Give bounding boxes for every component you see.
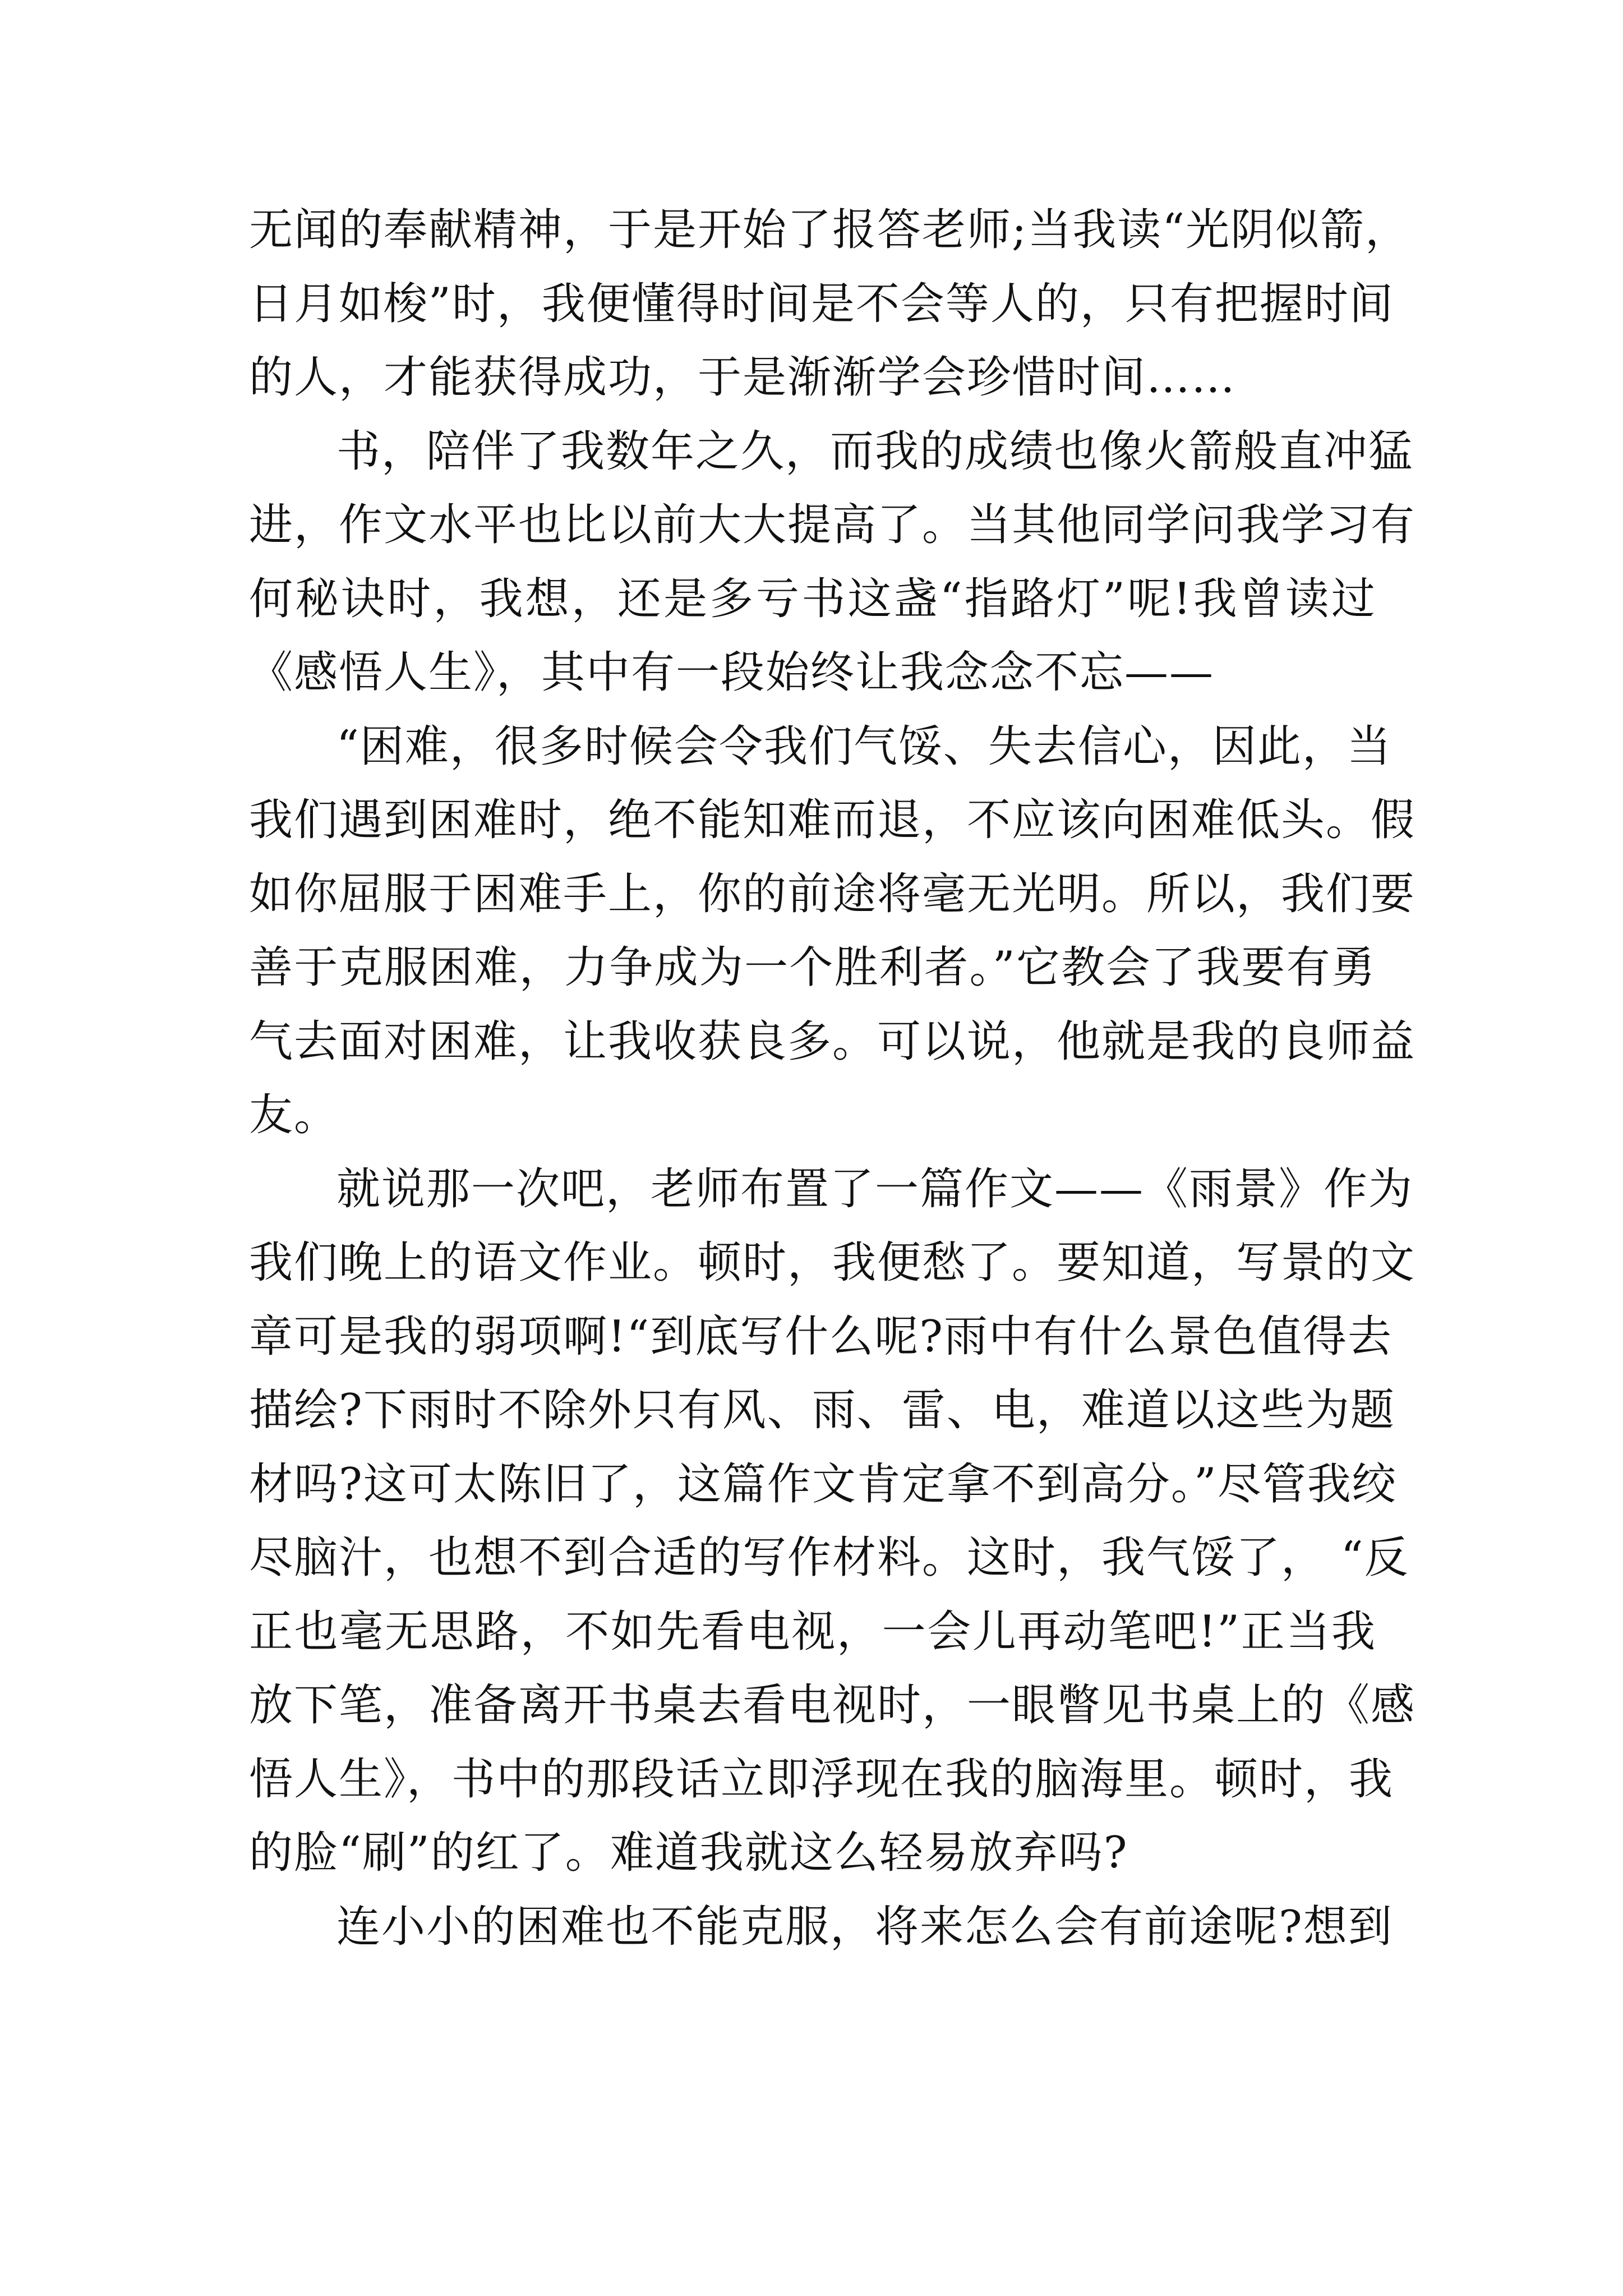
text-line: 气去面对困难，让我收获良多。可以说，他就是我的良师益 <box>249 1016 1416 1067</box>
text-line: 章可是我的弱项啊!“到底写什么呢?雨中有什么景色值得去 <box>249 1311 1393 1362</box>
text-line: 如你屈服于困难手上，你的前途将毫无光明。所以，我们要 <box>249 868 1416 919</box>
text-line: 我们晚上的语文作业。顿时，我便愁了。要知道，写景的文 <box>249 1237 1416 1288</box>
text-line: 我们遇到困难时，绝不能知难而退，不应该向困难低头。假 <box>249 795 1416 845</box>
document-body <box>249 194 1416 1964</box>
text-line: 连小小的困难也不能克服，将来怎么会有前途呢?想到 <box>336 1901 1393 1952</box>
text-line: 书，陪伴了我数年之久，而我的成绩也像火箭般直冲猛 <box>336 426 1414 477</box>
text-line: 放下笔，准备离开书桌去看电视时，一眼瞥见书桌上的《感 <box>249 1680 1416 1731</box>
text-line: 就说那一次吧，老师布置了一篇作文——《雨景》作为 <box>336 1163 1414 1214</box>
text-line: 描绘?下雨时不除外只有风、雨、雷、电，难道以这些为题 <box>249 1385 1395 1435</box>
text-line: 材吗?这可太陈旧了，这篇作文肯定拿不到高分。”尽管我绞 <box>249 1458 1397 1510</box>
text-line: “困难，很多时候会令我们气馁、失去信心，因此，当 <box>336 721 1392 772</box>
text-line: 无闻的奉献精神，于是开始了报答老师;当我读“光阴似箭， <box>249 205 1410 255</box>
text-line: 善于克服困难，力争成为一个胜利者。”它教会了我要有勇 <box>249 942 1376 993</box>
text-line: 正也毫无思路，不如先看电视，一会儿再动笔吧!”正当我 <box>249 1606 1376 1657</box>
text-line: 进，作文水平也比以前大大提高了。当其他同学问我学习有 <box>249 500 1416 550</box>
text-line: 《感悟人生》，其中有一段始终让我念念不忘—— <box>249 647 1215 698</box>
text-line: 悟人生》，书中的那段话立即浮现在我的脑海里。顿时，我 <box>249 1754 1394 1805</box>
text-line: 的脸“刷”的红了。难道我就这么轻易放弃吗? <box>249 1828 1128 1878</box>
text-line: 尽脑汁，也想不到合适的写作材料。这时，我气馁了， “反 <box>249 1533 1409 1583</box>
text-line: 友。 <box>249 1090 339 1140</box>
text-line: 何秘诀时，我想，还是多亏书这盏“指路灯”呢!我曾读过 <box>249 573 1376 624</box>
text-line: 日月如梭”时，我便懂得时间是不会等人的，只有把握时间 <box>249 278 1394 329</box>
text-line: 的人，才能获得成功，于是渐渐学会珍惜时间…… <box>249 352 1237 403</box>
